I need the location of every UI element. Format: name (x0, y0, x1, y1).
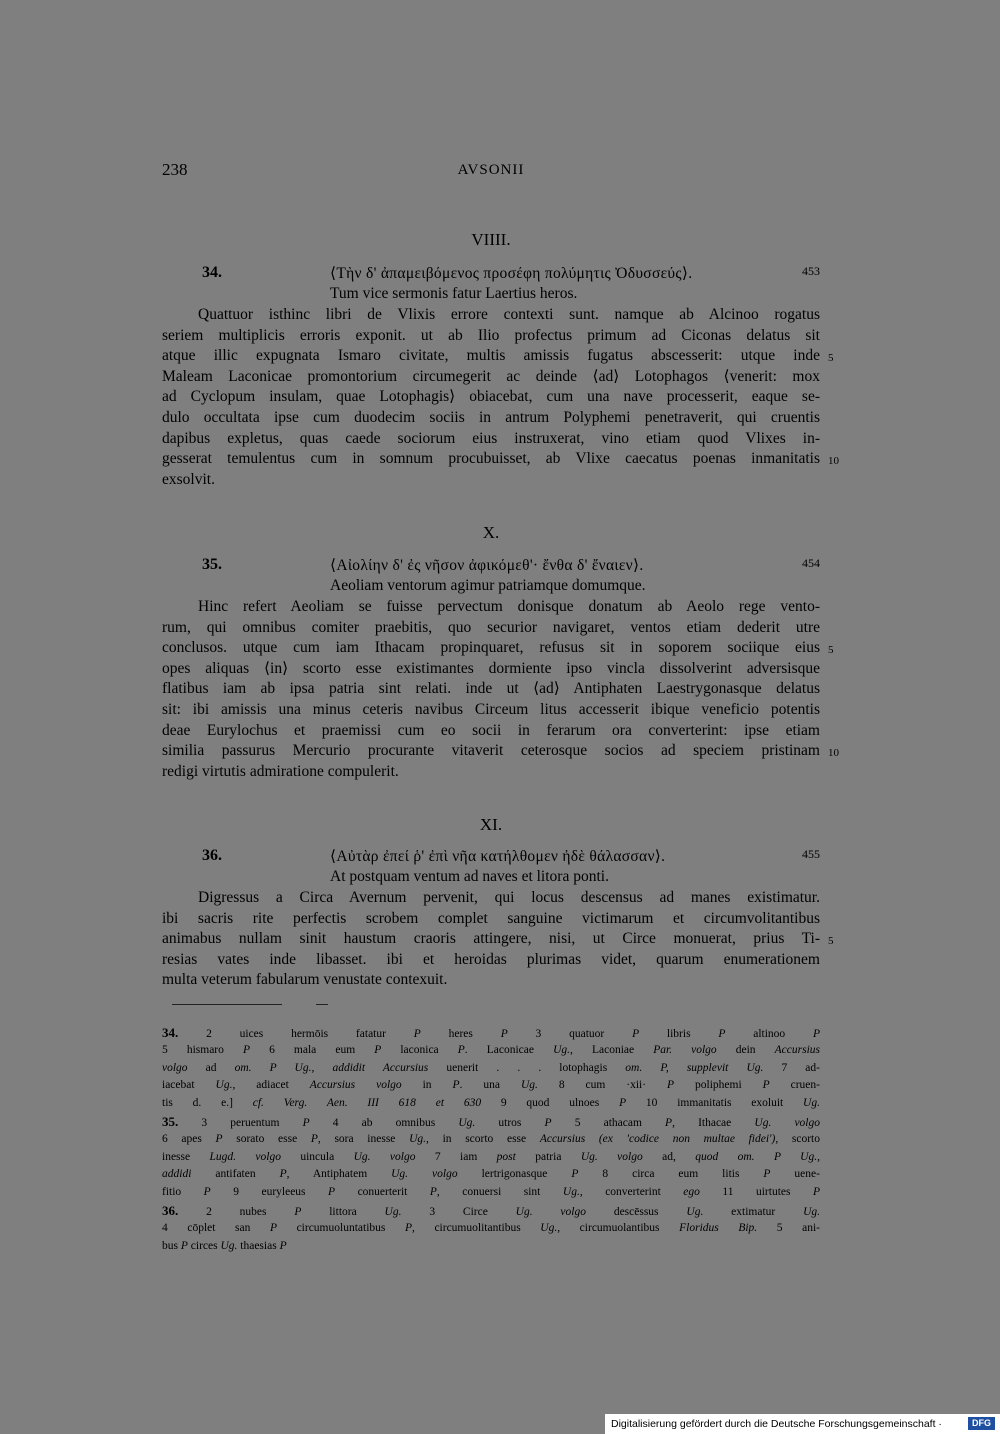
text-line: ibi sacris rite perfectis scrobem complet sanguine victimarum et circumvolitantibus (162, 909, 820, 927)
text-line: Quattuor isthinc libri de Vlixis errore contexti sunt. namque ab Alcinoo rogatus (198, 306, 820, 323)
section-heading: X. (482, 523, 500, 542)
text-line: gesserat temulentus cum in somnum procubuisset, ab Vlixe caecatus poenas inmanitatis 10 (162, 449, 820, 470)
text-line: resias vates inde libasset. ibi et heroidas plurimas videt, quarum enumerationem (162, 950, 820, 968)
text-line: animabus nullam sinit haustum craoris attingere, nisi, ut Circe monuerat, prius Ti- 5 (162, 929, 820, 950)
dfg-logo: DFG (968, 1417, 995, 1430)
text-line: ad Cyclopum insulam, quae Lotophagis⟩ obiacebat, cum una nave processerit, eaque se- (162, 388, 820, 406)
text-line: dapibus expletus, quas caede sociorum eius instruxerat, vino etiam quod Vlixes in- (162, 429, 820, 447)
text-line: Maleam Laconicae promontorium circumegerit ac deinde ⟨ad⟩ Lotophagos ⟨venerit: mox (162, 367, 820, 385)
text-line: multa veterum fabularum venustate contexuit. (162, 971, 448, 989)
epistle-number: 35. (202, 556, 222, 573)
footnote-rule (172, 1004, 282, 1005)
line-number: 5 (828, 644, 834, 657)
apparatus-line: 6 apes P sorato esse P, sora inesse Ug., in scorto esse Accursius (ex 'codice non multae fidei'), scorto (162, 1132, 821, 1145)
text-line: deae Eurylochus et praemissi cum eo socii in ferarum ora converterint: ipse etiam (162, 721, 820, 739)
text-line: flatibus iam ab ipsa patria sint relati. inde ut ⟨ad⟩ Antiphaten Laestrygonasque delatus (162, 680, 820, 698)
text-line: Digressus a Circa Avernum pervenit, qui locus descensus ad manes existimatur. (198, 889, 820, 906)
greek-verse: ⟨Αἰολίην δ' ἐς νῆσον ἀφικόμεθ'· ἔνθα δ' ἔναιεν⟩. (330, 557, 644, 574)
text-line: conclusos. utque cum iam Ithacam propinquaret, refusus sit in soporem sociique eius 5 (162, 638, 820, 659)
latin-verse: Tum vice sermonis fatur Laertius heros. (330, 285, 578, 302)
line-number: 5 (828, 935, 834, 948)
line-number: 10 (828, 455, 839, 468)
text-line: Hinc refert Aeoliam se fuisse pervectum donisque donatum ab Aeolo rege vento- (198, 598, 820, 615)
apparatus-line: 35. 3 peruentum P 4 ab omnibus Ug. utros P 5 athacam P, Ithacae Ug. volgo (162, 1113, 820, 1129)
verse-reference: 455 (802, 847, 820, 861)
page-number: 238 (162, 160, 188, 179)
text-line: rum, qui omnibus comiter praebitis, quo securior navigaret, ventos etiam dederit utre (162, 618, 820, 636)
verse-reference: 453 (802, 264, 820, 278)
epistle-heading (162, 556, 820, 600)
latin-verse: Aeoliam ventorum agimur patriamque domumque. (330, 577, 646, 594)
section-heading: VIIII. (471, 230, 511, 249)
running-title: AVSONII (457, 162, 525, 178)
dfg-footer (605, 1414, 1000, 1434)
text-line: opes aliquas ⟨in⟩ scorto esse existimantes dormiente ipso vincla dissolverint adversisque (162, 659, 820, 677)
latin-verse: At postquam ventum ad naves et litora ponti. (330, 868, 609, 885)
text-line: dulo occultata ipse cum duodecim sociis in antrum Polyphemi penetraverit, qui cruentis (162, 408, 820, 426)
text-line: similia passurus Mercurio procurante vitaverit ceterosque socios ad speciem pristinam 10 (162, 741, 820, 762)
apparatus-line: 36. 2 nubes P littora Ug. 3 Circe Ug. volgo descēssus Ug. extimatur Ug. (162, 1202, 821, 1218)
apparatus-line: bus P circes Ug. thaesias P (162, 1239, 287, 1252)
text-line: seriem multiplicis erroris exponit. ut ab Ilio profectus primum ad Ciconas delatus sit (162, 326, 820, 344)
prose-paragraph (162, 305, 839, 490)
footnote-rule (316, 1004, 328, 1005)
apparatus-line: 34. 2 uices hermōis fatatur P heres P 3 quatuor P libris P altinoo P (162, 1025, 821, 1040)
apparatus-line: inesse Lugd. volgo uincula Ug. volgo 7 iam post patria Ug. volgo ad, quod om. P Ug., (162, 1150, 820, 1163)
text-line: exsolvit. (162, 470, 215, 488)
prose-paragraph (162, 888, 834, 991)
line-number: 10 (828, 747, 839, 760)
apparatus-line: 4 cōplet san P circumuoluntatibus P, circumuolitantibus Ug., circumuolantibus Floridus Bip. 5 ani- (162, 1221, 820, 1234)
apparatus-line: fitio P 9 euryleeus P conuerterit P, conuersi sint Ug., converterint ego 11 uirtutes P (162, 1186, 820, 1199)
apparatus-line: volgo ad om. P Ug., addidit Accursius uenerit . . . lotophagis om. P, supplevit Ug. 7 ad- (162, 1061, 820, 1074)
apparatus-line: addidi antifaten P, Antiphatem Ug. volgo lertrigonasque P 8 circa eum litis P uene- (162, 1168, 820, 1181)
line-number: 5 (828, 352, 834, 365)
verse-reference: 454 (802, 556, 820, 570)
text-line: redigi virtutis admiratione compulerit. (162, 762, 399, 780)
footer-text: Digitalisierung gefördert durch die Deutsche Forschungsgemeinschaft · (611, 1418, 942, 1430)
epistle-heading (162, 264, 820, 308)
running-head (162, 160, 820, 186)
greek-verse: ⟨Αὐτὰρ ἐπεί ῥ' ἐπὶ νῆα κατήλθομεν ἠδὲ θάλασσαν⟩. (330, 848, 666, 865)
apparatus-line: iacebat Ug., adiacet Accursius volgo in P. una Ug. 8 cum ·xii· P poliphemi P cruen- (162, 1079, 820, 1092)
epistle-number: 34. (202, 264, 222, 281)
greek-verse: ⟨Τὴν δ' ἀπαμειβόμενος προσέφη πολύμητις Ὀδυσσεύς⟩. (330, 265, 693, 282)
critical-apparatus (162, 1024, 820, 1255)
apparatus-line: tis d. e.] cf. Verg. Aen. III 618 et 630 9 quod ulnoes P 10 immanitatis exoluit Ug. (162, 1097, 820, 1110)
prose-paragraph (162, 597, 839, 782)
text-line: sit: ibi amissis una minus ceteris navibus Circeum litus accesserit ibique veneficio potentis (162, 700, 820, 718)
text-line: atque illic expugnata Ismaro civitate, multis amissis fugatus abscesserit: utque inde 5 (162, 346, 820, 367)
apparatus-line: 5 hismaro P 6 mala eum P laconica P. Laconicae Ug., Laconiae Par. volgo dein Accursius (162, 1043, 820, 1056)
epistle-number: 36. (202, 847, 222, 864)
epistle-heading (162, 847, 820, 891)
section-heading: XI. (479, 815, 503, 834)
